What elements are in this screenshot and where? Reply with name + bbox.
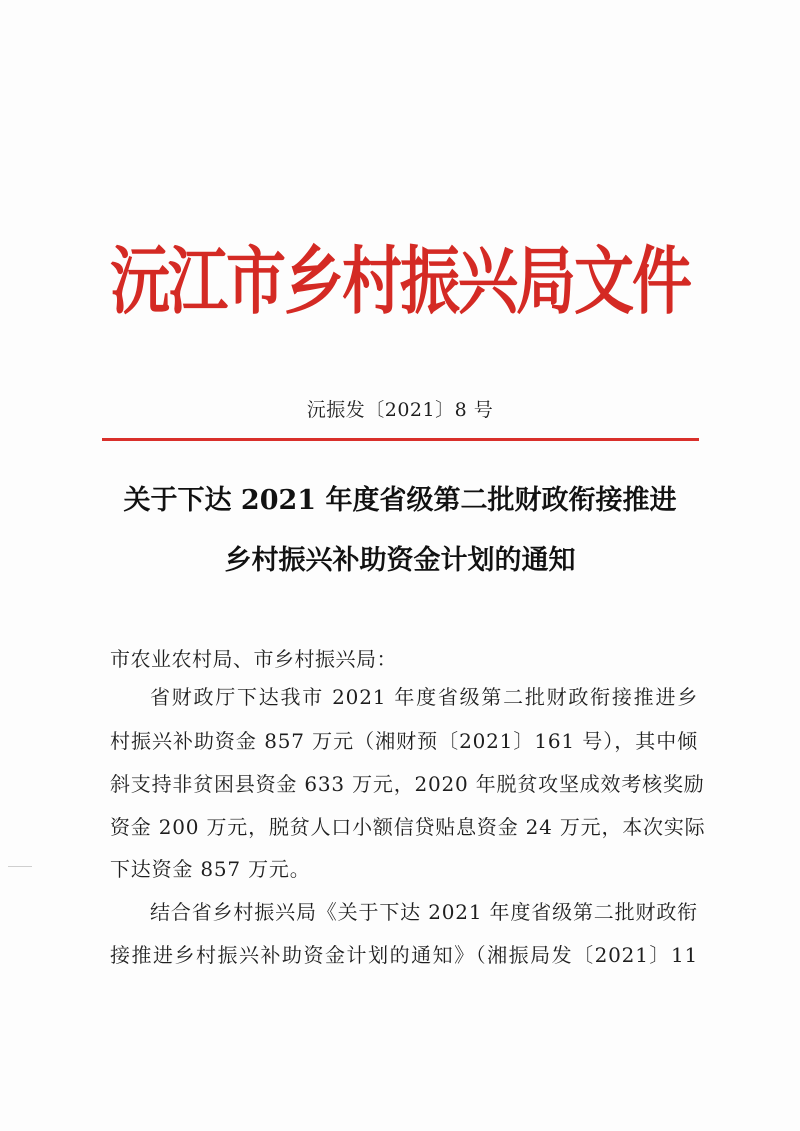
- notice-title-line-2: 乡村振兴补助资金计划的通知: [224, 545, 576, 576]
- paragraph-1-line-3: 斜支持非贫困县资金 633 万元，2020 年脱贫攻坚成效考核奖励: [110, 772, 705, 796]
- paragraph-2-line-2: 接推进乡村振兴补助资金计划的通知》（湘振局发〔2021〕11: [110, 943, 698, 967]
- paragraph-1-line-1: 省财政厅下达我市 2021 年度省级第二批财政衔接推进乡: [150, 685, 698, 709]
- paragraph-1-line-2: 村振兴补助资金 857 万元（湘财预〔2021〕161 号），其中倾: [110, 729, 698, 753]
- scan-edge-mark: [8, 866, 32, 867]
- paragraph-1-line-5: 下达资金 857 万元。: [110, 857, 311, 881]
- masthead-title: 沅江市乡村振兴局文件: [110, 239, 690, 325]
- red-separator-line: [102, 438, 699, 441]
- notice-title-line-1: 关于下达 2021 年度省级第二批财政衔接推进: [123, 485, 677, 516]
- paragraph-2-line-1: 结合省乡村振兴局《关于下达 2021 年度省级第二批财政衔: [150, 900, 698, 924]
- paragraph-1-line-4: 资金 200 万元，脱贫人口小额信贷贴息资金 24 万元，本次实际: [110, 815, 706, 839]
- document-number: 沅振发〔2021〕8 号: [306, 399, 494, 421]
- salutation: 市农业农村局、市乡村振兴局：: [110, 647, 397, 671]
